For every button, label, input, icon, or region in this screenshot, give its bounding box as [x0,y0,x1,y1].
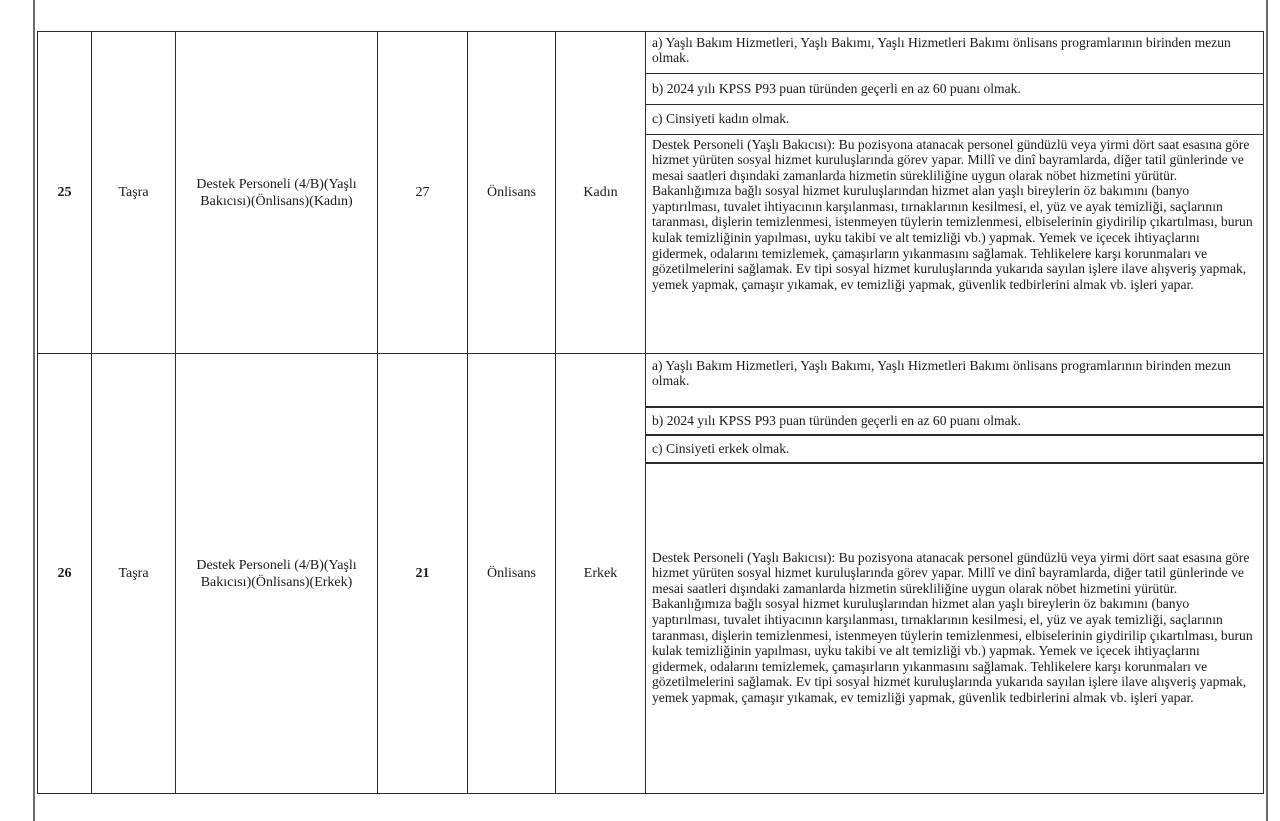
position-title-cell: Destek Personeli (4/B)(Yaşlı Bakıcısı)(Önlisans)(Kadın) [176,32,378,354]
position-title-cell: Destek Personeli (4/B)(Yaşlı Bakıcısı)(Önlisans)(Erkek) [176,354,378,794]
requirement-item: a) Yaşlı Bakım Hizmetleri, Yaşlı Bakımı, Yaşlı Hizmetleri Bakımı önlisans programlarının birinden mezun olmak. [646,356,1263,408]
table-row [38,32,1264,354]
gender-cell: Kadın [556,32,646,354]
requirement-item: b) 2024 yılı KPSS P93 puan türünden geçerli en az 60 puanı olmak. [646,408,1263,436]
location-cell: Taşra [92,354,176,794]
job-description: Destek Personeli (Yaşlı Bakıcısı): Bu pozisyona atanacak personel gündüzlü veya yirmi dört saat esasına göre hizmet yürüten sosyal hizmet kuruluşlarında görev yapar. Millî ve dinî bayramlarda, diğer tatil günlerinde ve mesai saatleri dışındaki zamanlarda hizmetin sürekliliğine uygun olarak nöbet hizmetini yürütür. Bakanlığımıza bağlı sosyal hizmet kuruluşlarından hizmet alan yaşlı bireylerin öz bakımını (banyo yaptırılması, tuvalet ihtiyacının karşılanması, tırnaklarının kesilmesi, el, yüz ve ayak temizliği, saçlarının taranması, dişlerin temizlenmesi, istenmeyen tüylerin temizlenmesi, elbiselerinin giydirilip çıkartılması, burun kulak temizliğinin yapılması, uyku takibi ve alt temizliği vb.) yapmak. Yemek ve içecek ihtiyaçlarını gidermek, odalarını temizlemek, çamaşırların yıkanmasını sağlamak. Tehlikelere karşı korunmaları ve gözetilmelerini sağlamak. Ev tipi sosyal hizmet kuruluşlarında yukarıda sayılan işlere ilave alışveriş yapmak, yemek yapmak, çamaşır yıkamak, ev temizliği yapmak, güvenlik tedbirlerini almak vb. işleri yapar. [652,549,1253,705]
education-cell: Önlisans [468,354,556,794]
page-left-border [33,0,35,821]
gender-cell: Erkek [556,354,646,794]
quota-cell: 21 [378,354,468,794]
page-right-border [1266,0,1268,821]
requirement-item: b) 2024 yılı KPSS P93 puan türünden geçerli en az 60 puanı olmak. [646,74,1263,105]
requirement-item: c) Cinsiyeti kadın olmak. [646,105,1263,135]
requirements-cell [646,32,1264,354]
quota-cell: 27 [378,32,468,354]
table-row [38,354,1264,794]
location-cell: Taşra [92,32,176,354]
requirements-cell [646,354,1264,794]
row-number: 25 [38,32,92,354]
requirement-item: c) Cinsiyeti erkek olmak. [646,436,1263,464]
row-number: 26 [38,354,92,794]
requirement-item: a) Yaşlı Bakım Hizmetleri, Yaşlı Bakımı, Yaşlı Hizmetleri Bakımı önlisans programlarının birinden mezun olmak. [646,33,1263,74]
job-description: Destek Personeli (Yaşlı Bakıcısı): Bu pozisyona atanacak personel gündüzlü veya yirmi dört saat esasına göre hizmet yürüten sosyal hizmet kuruluşlarında görev yapar. Millî ve dinî bayramlarda, diğer tatil günlerinde ve mesai saatleri dışındaki zamanlarda hizmetin sürekliliğine uygun olarak nöbet hizmetini yürütür. Bakanlığımıza bağlı sosyal hizmet kuruluşlarından hizmet alan yaşlı bireylerin öz bakımını (banyo yaptırılması, tuvalet ihtiyacının karşılanması, tırnaklarının kesilmesi, el, yüz ve ayak temizliği, saçlarının taranması, dişlerin temizlenmesi, istenmeyen tüylerin temizlenmesi, elbiselerinin giydirilip çıkartılması, burun kulak temizliğinin yapılması, uyku takibi ve alt temizliği vb.) yapmak. Yemek ve içecek ihtiyaçlarını gidermek, odalarını temizlemek, çamaşırların yıkanmasını sağlamak. Tehlikelere karşı korunmaları ve gözetilmelerini sağlamak. Ev tipi sosyal hizmet kuruluşlarında yukarıda sayılan işlere ilave alışveriş yapmak, yemek yapmak, çamaşır yıkamak, ev temizliği yapmak, güvenlik tedbirlerini almak vb. işleri yapar. [652,136,1253,292]
education-cell: Önlisans [468,32,556,354]
positions-table [37,31,1264,794]
